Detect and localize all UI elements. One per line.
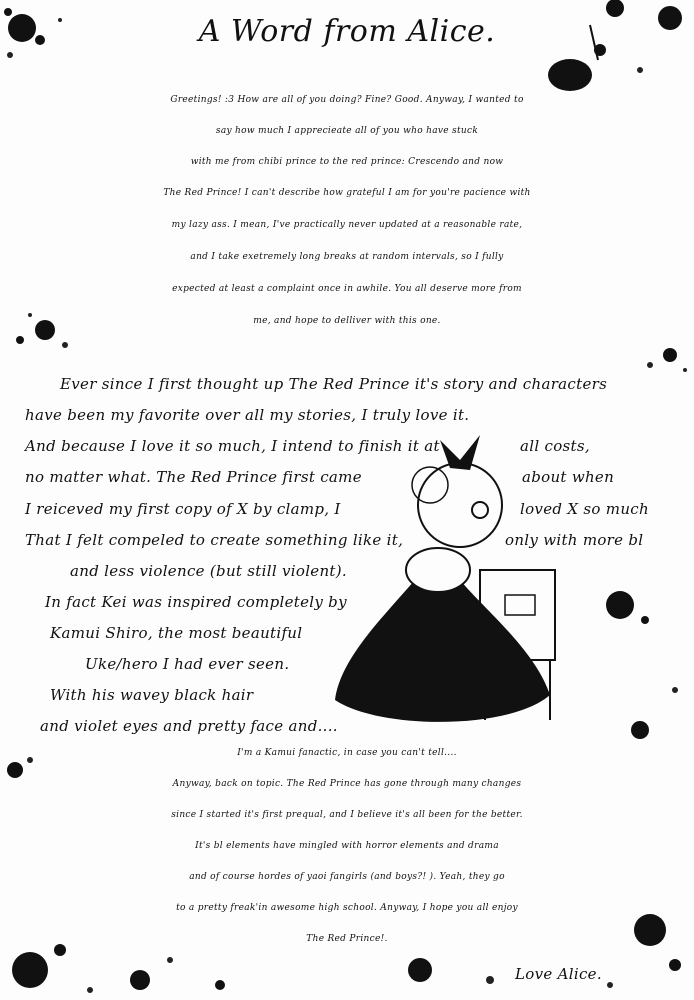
paragraph-1-line: The Red Prince! I can't describe how grateful I am for you're pacience with (163, 188, 531, 198)
paragraph-2-line: since I started it's first prequal, and I believe it's all been for the better. (171, 810, 523, 820)
paragraph-2-line: I reiceved my first copy of X by clamp, I (25, 500, 341, 518)
paragraph-2-line: I'm a Kamui fanactic, in case you can't tell.... (237, 748, 457, 758)
paragraph-2-line: to a pretty freak'in awesome high school. Anyway, I hope you all enjoy (176, 903, 518, 913)
paragraph-2-line: And because I love it so much, I intend to finish it at (25, 437, 440, 455)
paragraph-2-line: no matter what. The Red Prince first came (25, 468, 362, 486)
paragraph-2-line: That I felt compeled to create something like it, (25, 531, 404, 549)
page-title: A Word from Alice. (198, 14, 496, 49)
paragraph-1-line: with me from chibi prince to the red prince: Crescendo and now (190, 157, 504, 167)
paragraph-1-line: and I take exetremely long breaks at random intervals, so I fully (190, 252, 504, 262)
paragraph-2-line: Ever since I first thought up The Red Prince it's story and characters (60, 375, 608, 393)
paragraph-1-line: my lazy ass. I mean, I've practically never updated at a reasonable rate, (171, 220, 523, 230)
ink-splatter-mid-left (0, 300, 90, 370)
paragraph-2-line: With his wavey black hair (50, 686, 254, 704)
paragraph-2-line: about when (522, 468, 615, 486)
paragraph-2-line: only with more bl (505, 531, 644, 549)
paragraph-2-line: In fact Kei was inspired completely by (45, 593, 347, 611)
paragraph-1-line: say how much I apprecieate all of you who have stuck (215, 126, 479, 136)
paragraph-2-line: Uke/hero I had ever seen. (85, 655, 290, 673)
ink-splatter-bottom-left (0, 900, 260, 1000)
paragraph-2-line: have been my favorite over all my stories, I truly love it. (25, 406, 470, 424)
signature: Love Alice. (515, 965, 602, 983)
paragraph-2-line: Anyway, back on topic. The Red Prince has gone through many changes (172, 779, 522, 789)
ink-splatter-right (590, 580, 694, 760)
paragraph-1-line: Greetings! :3 How are all of you doing? Fine? Good. Anyway, I wanted to (170, 95, 524, 105)
ink-splatter-mid-right (600, 330, 694, 390)
paragraph-2-line: loved X so much (520, 500, 649, 518)
paragraph-2-line: and less violence (but still violent). (70, 562, 347, 580)
paragraph-2-line: It's bl elements have mingled with horror elements and drama (195, 841, 499, 851)
paragraph-1-line: expected at least a complaint once in awhile. You all deserve more from (172, 284, 522, 294)
paragraph-2-line: and violet eyes and pretty face and.... (40, 717, 338, 735)
paragraph-2-line: and of course hordes of yaoi fangirls (and boys?! ). Yeah, they go (189, 872, 505, 882)
paragraph-2-line: Kamui Shiro, the most beautiful (50, 624, 303, 642)
paragraph-2-line: all costs, (520, 437, 590, 455)
paragraph-2-line: The Red Prince!. (306, 934, 388, 944)
paragraph-1-line: me, and hope to delliver with this one. (253, 316, 441, 326)
